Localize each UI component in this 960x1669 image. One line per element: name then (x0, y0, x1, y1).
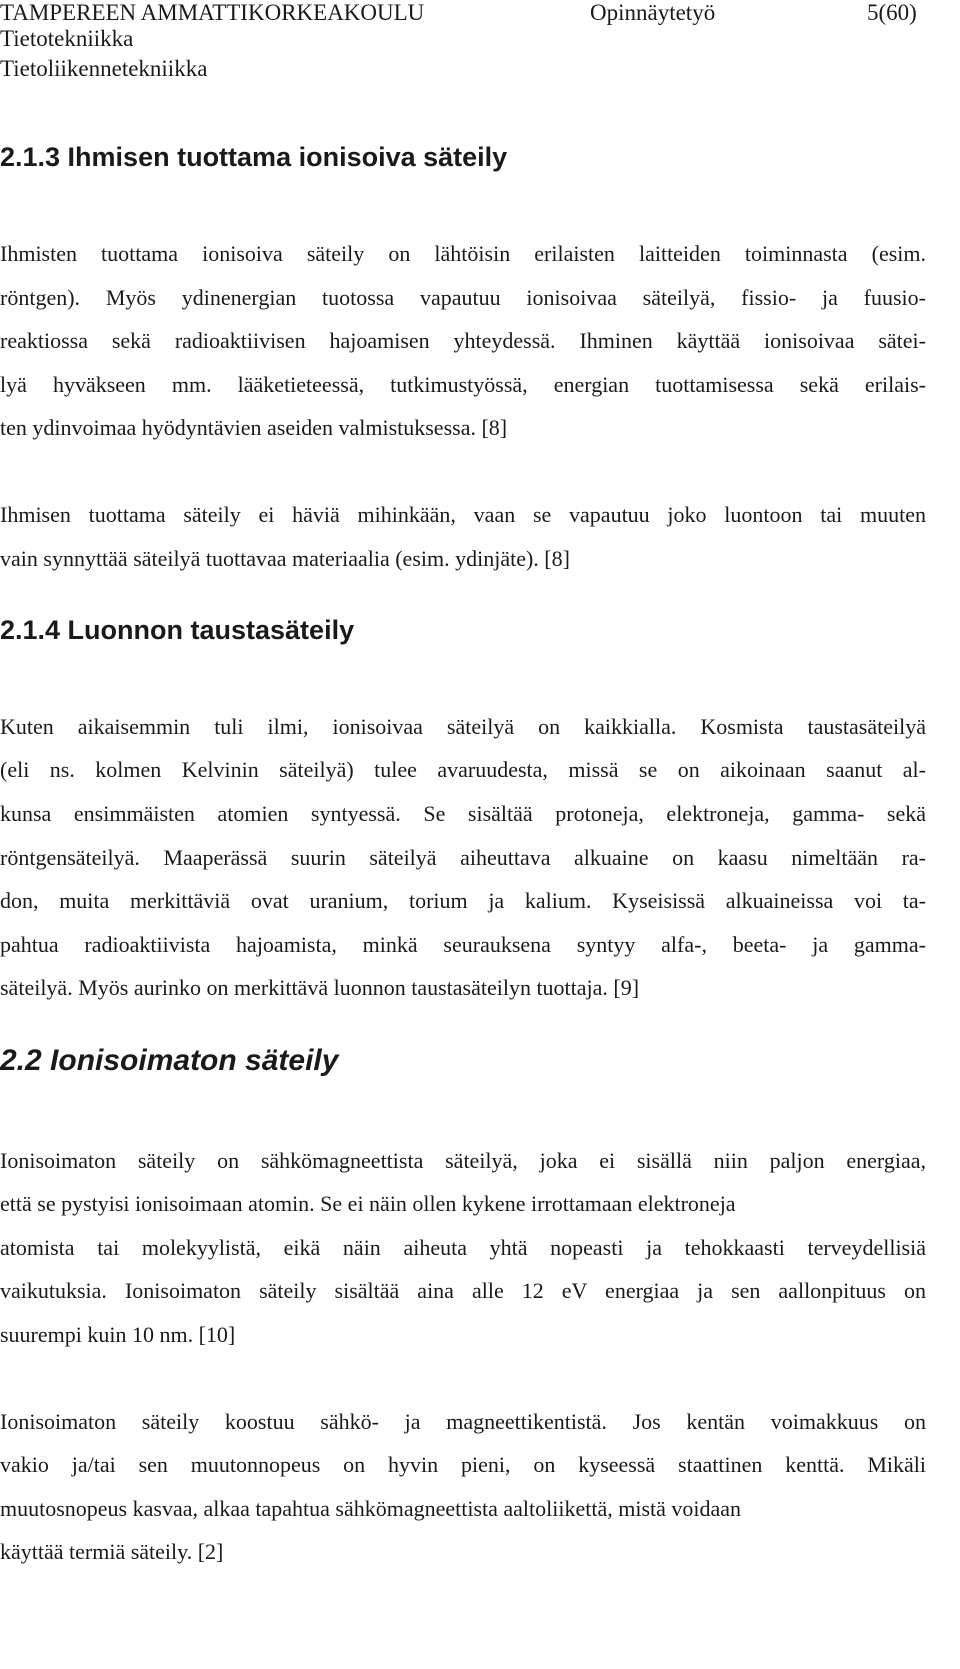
text-line: atomista tai molekyylistä, eikä näin aiheuta yhtä nopeasti ja tehokkaasti terveydellisiä (0, 1235, 926, 1260)
header-program: Tietoliikennetekniikka (0, 56, 208, 81)
text-line: pahtua radioaktiivista hajoamista, minkä seurauksena syntyy alfa-, beeta- ja gamma- (0, 932, 926, 957)
text-line: Ionisoimaton säteily koostuu sähkö- ja magneettikentistä. Jos kentän voimakkuus on (0, 1409, 926, 1434)
text-line: muutosnopeus kasvaa, alkaa tapahtua sähkömagneettista aaltoliikettä, mistä voidaan (0, 1496, 742, 1521)
text-line: suurempi kuin 10 nm. [10] (0, 1322, 236, 1347)
text-line: vaikutuksia. Ionisoimaton säteily sisältää aina alle 12 eV energiaa ja sen aallonpituus on (0, 1278, 926, 1303)
header-department: Tietotekniikka (0, 26, 134, 51)
text-line: röntgensäteilyä. Maaperässä suurin säteilyä aiheuttava alkuaine on kaasu nimeltään ra- (0, 845, 926, 870)
text-line: Ionisoimaton säteily on sähkömagneettista säteilyä, joka ei sisällä niin paljon energiaa, (0, 1148, 926, 1173)
section-heading-2-1-4: 2.1.4 Luonnon taustasäteily (0, 615, 355, 645)
header-school: TAMPEREEN AMMATTIKORKEAKOULU (0, 0, 425, 25)
text-line: Ihmisen tuottama säteily ei häviä mihinkään, vaan se vapautuu joko luontoon tai muuten (0, 502, 926, 527)
text-line: säteilyä. Myös aurinko on merkittävä luonnon taustasäteilyn tuottaja. [9] (0, 975, 640, 1000)
text-line: reaktiossa sekä radioaktiivisen hajoamisen yhteydessä. Ihminen käyttää ionisoivaa sätei- (0, 328, 926, 353)
text-line: vain synnyttää säteilyä tuottavaa materiaalia (esim. ydinjäte). [8] (0, 546, 570, 571)
text-line: vakio ja/tai sen muutonnopeus on hyvin pieni, on kyseessä staattinen kenttä. Mikäli (0, 1452, 926, 1477)
page-header (0, 0, 960, 81)
text-line: Ihmisten tuottama ionisoiva säteily on lähtöisin erilaisten laitteiden toiminnasta (esim. (0, 241, 926, 266)
text-line: röntgen). Myös ydinenergian tuotossa vapautuu ionisoivaa säteilyä, fissio- ja fuusio- (0, 285, 926, 310)
text-line: lyä hyväkseen mm. lääketieteessä, tutkimustyössä, energian tuottamisessa sekä erilais- (0, 372, 926, 397)
section-heading-2-2: 2.2 Ionisoimaton säteily (0, 1044, 339, 1077)
text-line: kunsa ensimmäisten atomien syntyessä. Se sisältää protoneja, elektroneja, gamma- sekä (0, 801, 926, 826)
text-line: don, muita merkittäviä ovat uranium, torium ja kalium. Kyseisissä alkuaineissa voi ta- (0, 888, 926, 913)
text-line: Kuten aikaisemmin tuli ilmi, ionisoivaa säteilyä on kaikkialla. Kosmista taustasäteilyä (0, 714, 926, 739)
text-line: käyttää termiä säteily. [2] (0, 1539, 224, 1564)
text-line: (eli ns. kolmen Kelvinin säteilyä) tulee avaruudesta, missä se on aikoinaan saanut al- (0, 757, 926, 782)
text-line: että se pystyisi ionisoimaan atomin. Se ei näin ollen kykene irrottamaan elektroneja (0, 1191, 736, 1216)
section-heading-2-1-3: 2.1.3 Ihmisen tuottama ionisoiva säteily (0, 142, 508, 172)
header-doc-type: Opinnäytetyö (590, 0, 716, 25)
text-line: ten ydinvoimaa hyödyntävien aseiden valmistuksessa. [8] (0, 415, 508, 440)
header-page-number: 5(60) (867, 0, 917, 25)
